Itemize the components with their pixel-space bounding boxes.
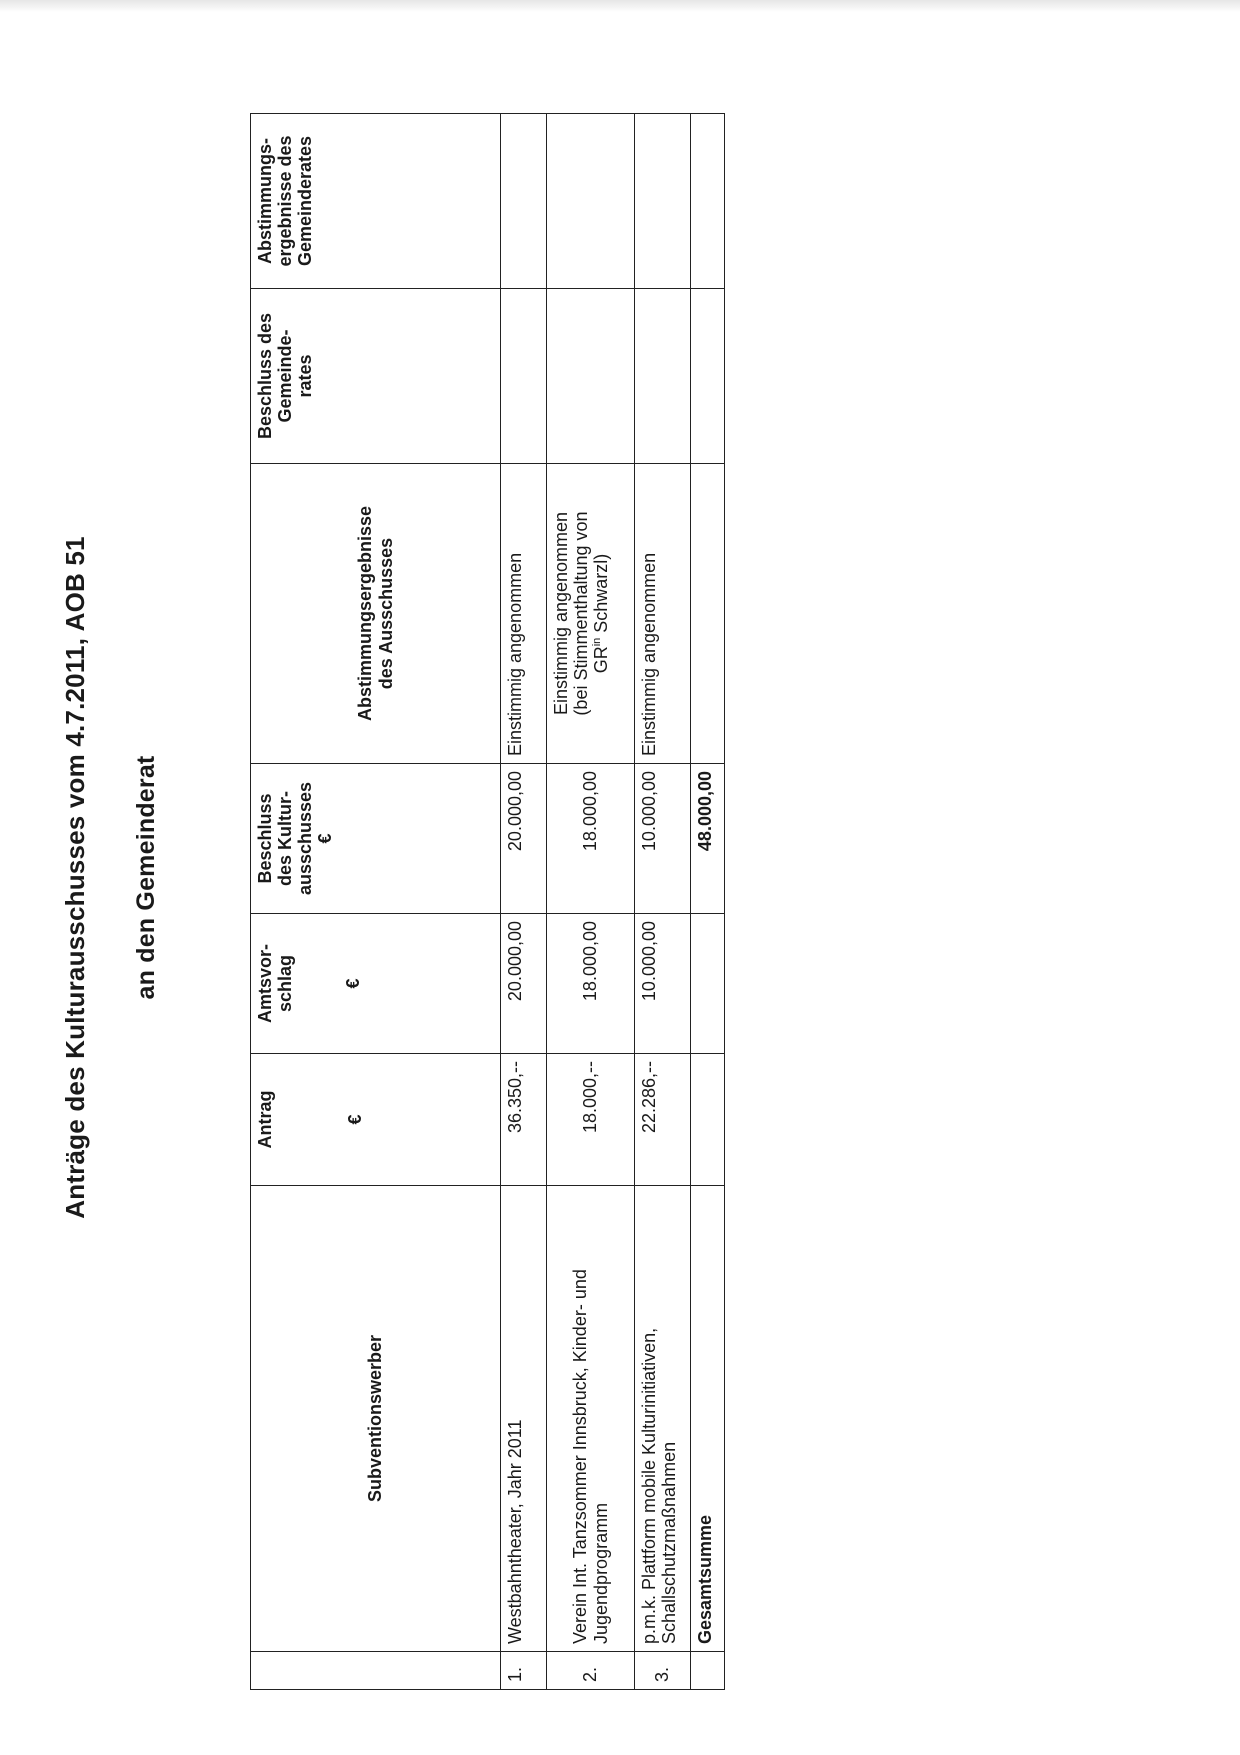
row-abstimmung-gemeinderat xyxy=(635,114,691,289)
header-abstimmung-ausschuss-l1: Abstimmungsergebnisse xyxy=(355,505,376,722)
row-beschluss: 18.000,00 xyxy=(547,764,635,914)
row-amtsvorschlag: 18.000,00 xyxy=(547,914,635,1054)
row-abstimmung-gemeinderat xyxy=(547,114,635,289)
row-abstimmung-l3-end: Schwarzl) xyxy=(591,553,612,638)
row-abstimmung xyxy=(547,464,635,764)
total-amtsvorschlag xyxy=(691,914,725,1054)
row-werber: Westbahntheater, Jahr 2011 xyxy=(501,1186,547,1652)
total-number xyxy=(691,1652,725,1690)
header-amtsvorschlag xyxy=(251,914,501,1054)
row-beschluss: 20.000,00 xyxy=(501,764,547,914)
header-beschluss-l1: Beschluss xyxy=(255,793,275,884)
header-beschluss-gemeinderat xyxy=(251,289,501,464)
header-subventionswerber: Subventionswerber xyxy=(251,1186,501,1652)
row-antrag: 36.350,-- xyxy=(501,1054,547,1186)
header-antrag-label: Antrag xyxy=(255,1090,275,1149)
header-row xyxy=(251,114,501,1690)
header-amtsvorschlag-unit: € xyxy=(343,978,364,989)
header-beschluss-gr-l1: Beschluss des xyxy=(255,312,275,440)
row-abstimmung-gemeinderat xyxy=(501,114,547,289)
header-antrag-unit: € xyxy=(345,1114,366,1125)
header-antrag xyxy=(251,1054,501,1186)
total-abstimmung xyxy=(691,464,725,764)
row-werber: Verein Int. Tanzsommer Innsbruck, Kinder- und Jugendprogramm xyxy=(547,1186,635,1652)
header-abstimmung-ausschuss xyxy=(251,464,501,764)
table-row xyxy=(635,114,691,1690)
row-number: 1. xyxy=(501,1652,547,1690)
total-label: Gesamtsumme xyxy=(691,1186,725,1652)
header-beschluss-gr-l2: Gemeinde- xyxy=(275,329,296,423)
row-werber: p.m.k. Plattform mobile Kulturinitiativen, Schallschutzmaßnahmen xyxy=(635,1186,691,1652)
total-beschluss-gemeinderat xyxy=(691,289,725,464)
header-beschluss-unit: € xyxy=(315,833,336,844)
header-abstimmung-gr-l1: Abstimmungs- xyxy=(255,138,275,264)
row-abstimmung-l3-gr: GR xyxy=(591,646,612,674)
row-number: 3. xyxy=(635,1652,691,1690)
row-abstimmung-l1: Einstimmig angenommen xyxy=(551,511,571,716)
row-antrag: 22.286,-- xyxy=(635,1054,691,1186)
total-abstimmung-gemeinderat xyxy=(691,114,725,289)
header-beschluss-kulturausschuss xyxy=(251,764,501,914)
header-abstimmung-ausschuss-l2: des Ausschusses xyxy=(375,537,396,690)
header-abstimmung-gemeinderat xyxy=(251,114,501,289)
row-amtsvorschlag: 20.000,00 xyxy=(501,914,547,1054)
row-beschluss-gemeinderat xyxy=(547,289,635,464)
total-beschluss: 48.000,00 xyxy=(691,764,725,914)
row-abstimmung-l2: (bei Stimmenthaltung von xyxy=(571,511,592,716)
row-beschluss-gemeinderat xyxy=(501,289,547,464)
subsidy-table xyxy=(250,113,725,1690)
header-abstimmung-gr-l2: ergebnisse des xyxy=(275,135,296,267)
row-abstimmung-l3-sup: in xyxy=(591,637,604,647)
row-abstimmung: Einstimmig angenommen xyxy=(501,464,547,764)
table-row xyxy=(501,114,547,1690)
row-beschluss-gemeinderat xyxy=(635,289,691,464)
header-beschluss-gr-l3: rates xyxy=(295,354,316,398)
row-abstimmung: Einstimmig angenommen xyxy=(635,464,691,764)
row-antrag: 18.000,-- xyxy=(547,1054,635,1186)
row-amtsvorschlag: 10.000,00 xyxy=(635,914,691,1054)
header-amtsvorschlag-l2: schlag xyxy=(275,954,296,1013)
row-number: 2. xyxy=(547,1652,635,1690)
row-beschluss: 10.000,00 xyxy=(635,764,691,914)
total-row xyxy=(691,114,725,1690)
header-beschluss-l3: ausschusses xyxy=(295,781,316,896)
total-antrag xyxy=(691,1054,725,1186)
header-abstimmung-gr-l3: Gemeinderates xyxy=(295,135,316,267)
header-nr xyxy=(251,1652,501,1690)
row-abstimmung-l3 xyxy=(591,471,611,756)
document-title: Anträge des Kulturausschusses vom 4.7.2011, AOB 51 xyxy=(60,536,90,1219)
table-row xyxy=(547,114,635,1690)
header-beschluss-l2: des Kultur- xyxy=(275,791,296,887)
header-amtsvorschlag-l1: Amtsvor- xyxy=(255,944,275,1024)
document-subtitle: an den Gemeinderat xyxy=(132,755,160,1000)
